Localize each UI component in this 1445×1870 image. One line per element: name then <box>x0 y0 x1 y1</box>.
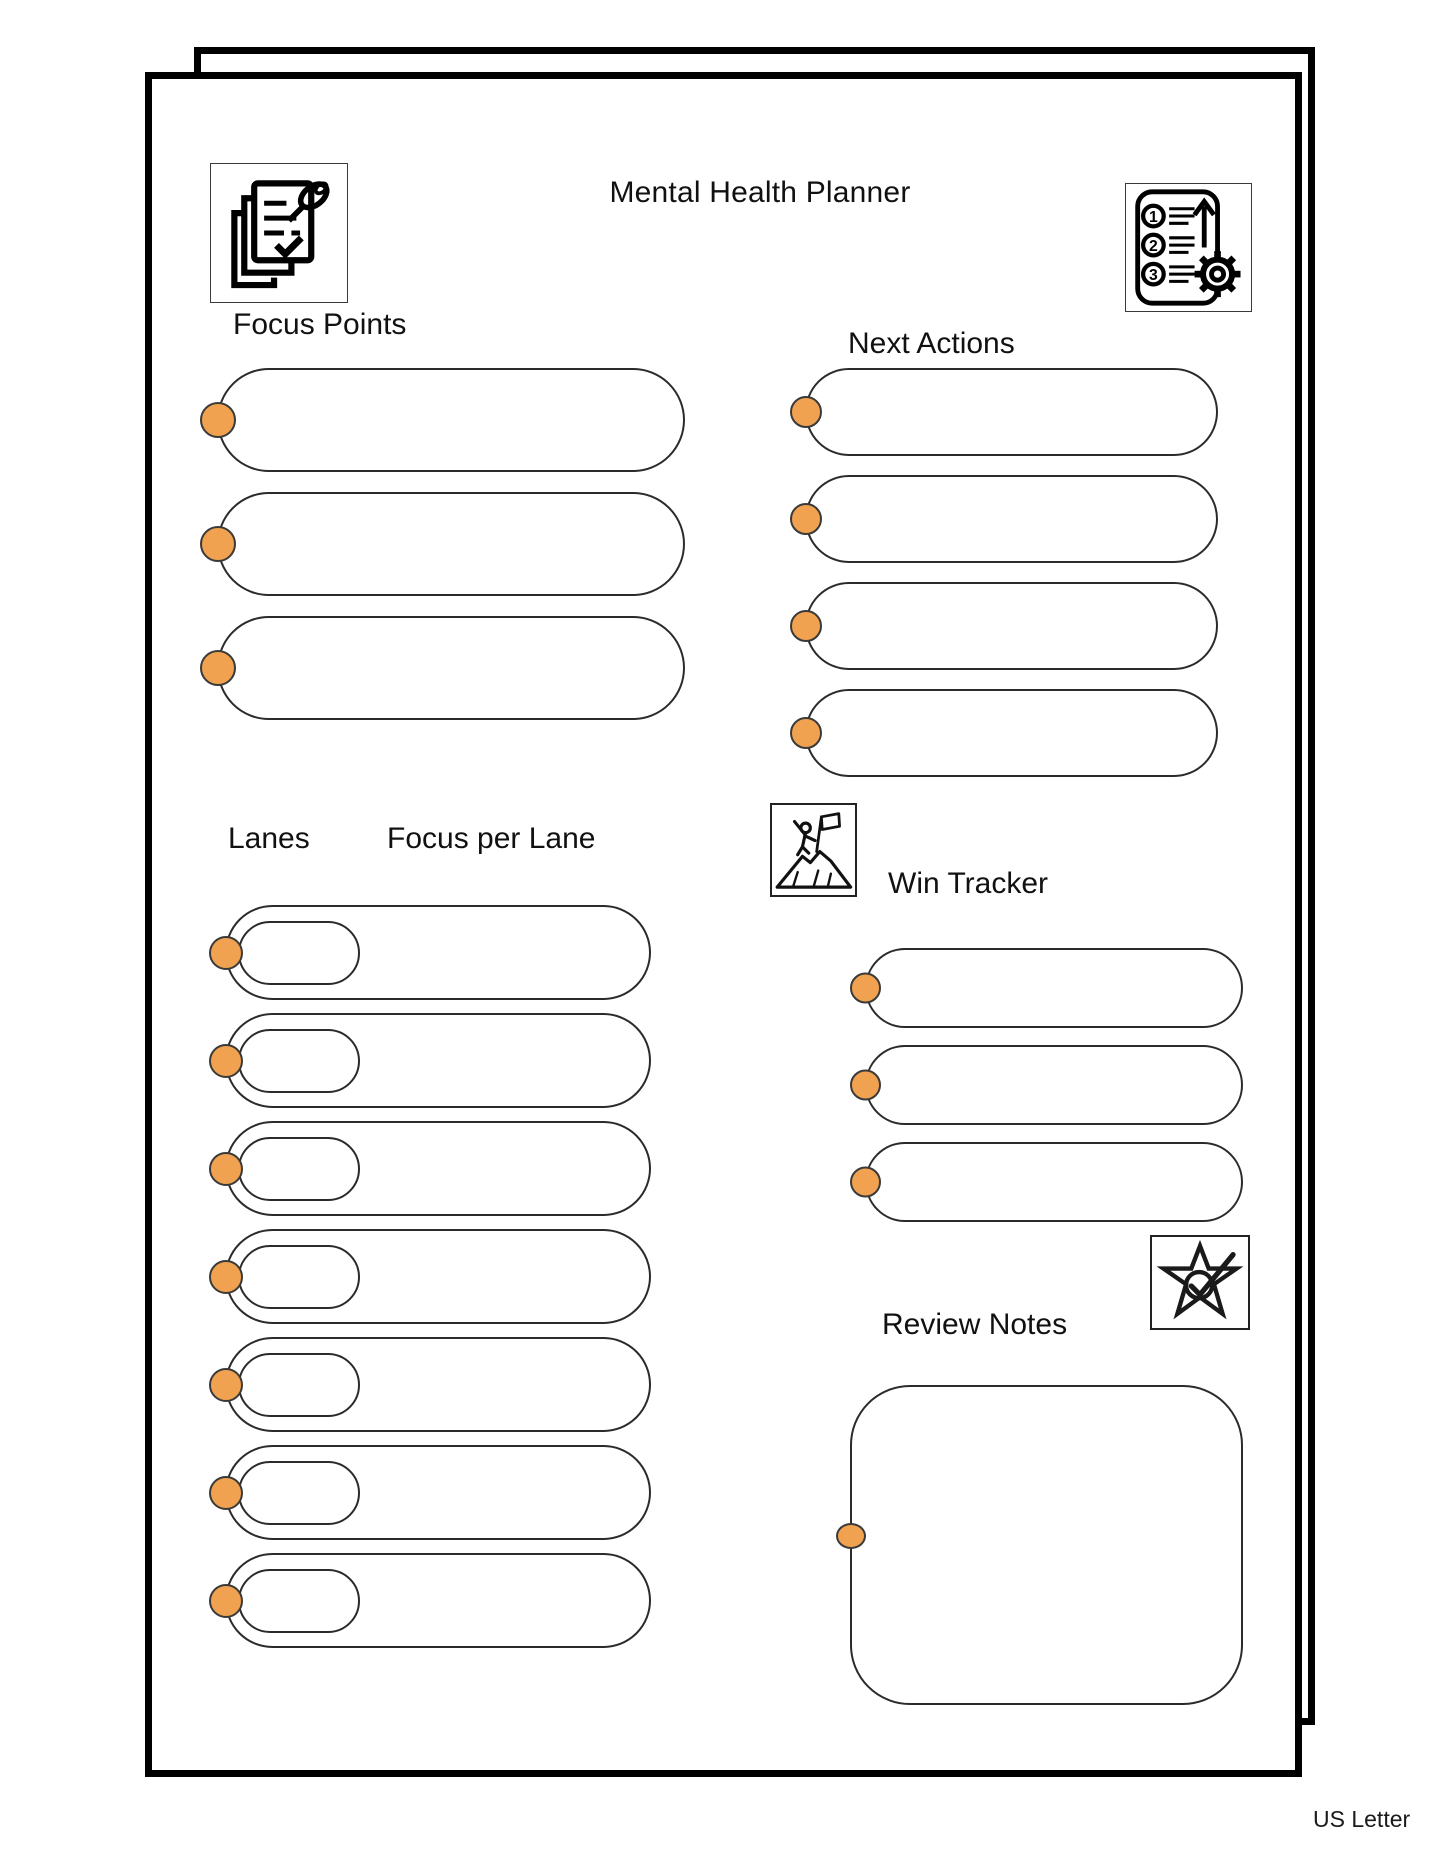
bullet-dot <box>850 1167 881 1198</box>
lane-row[interactable] <box>225 1229 651 1324</box>
bullet-dot <box>209 1584 243 1618</box>
lane-name-slot[interactable] <box>238 1137 360 1201</box>
focus-points-list <box>217 368 685 720</box>
lane-row[interactable] <box>225 1121 651 1216</box>
bullet-dot <box>850 973 881 1004</box>
bullet-dot <box>850 1070 881 1101</box>
bullet-dot <box>209 1368 243 1402</box>
next-action-slot[interactable] <box>805 368 1218 456</box>
checklist-pin-icon <box>210 163 348 303</box>
review-notes-heading: Review Notes <box>882 1308 1068 1341</box>
bullet-dot <box>200 650 236 686</box>
win-tracker-heading: Win Tracker <box>888 867 1049 900</box>
focus-point-slot[interactable] <box>217 368 685 472</box>
bullet-dot <box>790 503 822 535</box>
focus-points-heading: Focus Points <box>233 308 407 341</box>
page-title: Mental Health Planner <box>609 176 911 209</box>
lane-name-slot[interactable] <box>238 1353 360 1417</box>
lane-name-slot[interactable] <box>238 1461 360 1525</box>
next-action-slot[interactable] <box>805 475 1218 563</box>
win-slot[interactable] <box>865 948 1243 1028</box>
focus-per-lane-heading: Focus per Lane <box>387 822 596 855</box>
svg-text:1: 1 <box>1149 209 1158 227</box>
lane-row[interactable] <box>225 905 651 1000</box>
bullet-dot <box>790 396 822 428</box>
focus-point-slot[interactable] <box>217 492 685 596</box>
lane-name-slot[interactable] <box>238 1569 360 1633</box>
lane-name-slot[interactable] <box>238 1245 360 1309</box>
focus-point-slot[interactable] <box>217 616 685 720</box>
svg-text:3: 3 <box>1149 267 1158 285</box>
lane-row[interactable] <box>225 1445 651 1540</box>
paper-size-label: US Letter <box>1313 1806 1411 1832</box>
bullet-dot <box>209 1476 243 1510</box>
lanes-heading: Lanes <box>228 822 310 855</box>
lane-row[interactable] <box>225 1013 651 1108</box>
bullet-dot <box>200 402 236 438</box>
bullet-dot <box>200 526 236 562</box>
lane-name-slot[interactable] <box>238 921 360 985</box>
next-actions-heading: Next Actions <box>848 327 1015 360</box>
bullet-dot <box>209 1044 243 1078</box>
next-action-slot[interactable] <box>805 582 1218 670</box>
bullet-dot <box>209 936 243 970</box>
mountain-climber-flag-icon <box>770 803 857 897</box>
numbered-priorities-gear-icon <box>1125 183 1252 312</box>
bullet-dot <box>836 1523 866 1549</box>
bullet-dot <box>790 610 822 642</box>
lane-row[interactable] <box>225 1337 651 1432</box>
svg-text:2: 2 <box>1149 238 1158 256</box>
bullet-dot <box>209 1260 243 1294</box>
lane-row[interactable] <box>225 1553 651 1648</box>
review-notes-box[interactable] <box>850 1385 1243 1705</box>
win-tracker-list <box>865 948 1243 1222</box>
bullet-dot <box>790 717 822 749</box>
win-slot[interactable] <box>865 1045 1243 1125</box>
bullet-dot <box>209 1152 243 1186</box>
next-action-slot[interactable] <box>805 689 1218 777</box>
lanes-list <box>225 905 651 1648</box>
win-slot[interactable] <box>865 1142 1243 1222</box>
star-checkmark-icon <box>1150 1235 1250 1330</box>
lane-name-slot[interactable] <box>238 1029 360 1093</box>
next-actions-list <box>805 368 1218 777</box>
